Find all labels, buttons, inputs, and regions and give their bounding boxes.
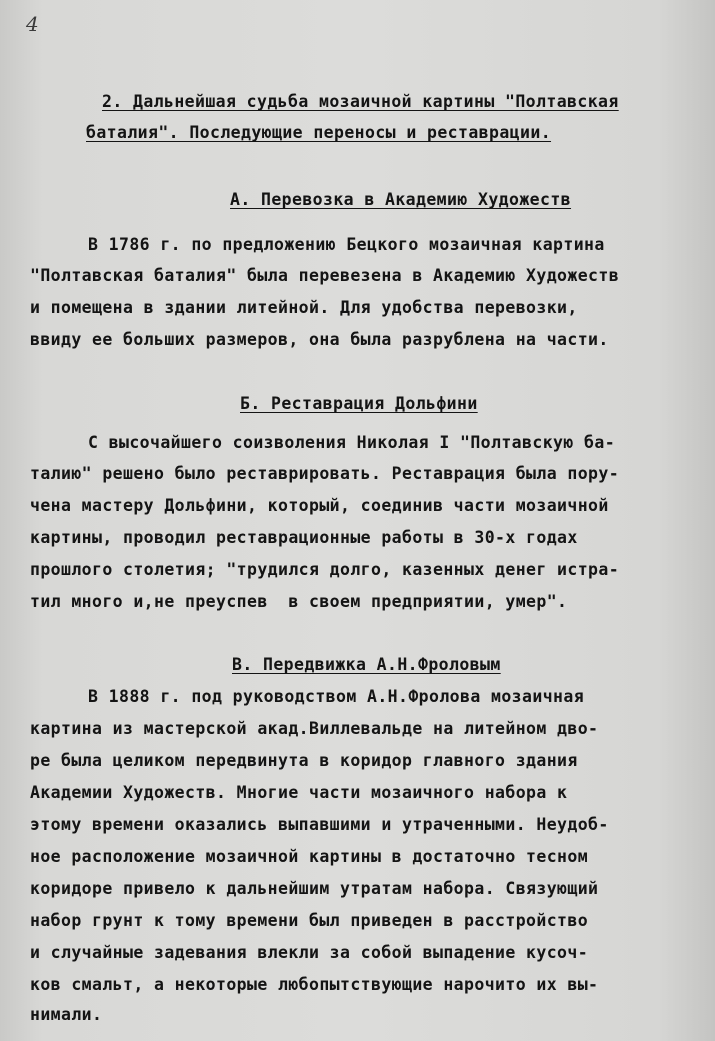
paragraph-line: картины, проводил реставрационные работы в 30-х годах [30, 528, 578, 547]
paragraph-line: прошлого столетия; "трудился долго, казенных денег истра- [30, 560, 620, 579]
paragraph-line: картина из мастерской акад.Виллевальде на литейном дво- [30, 719, 599, 738]
subsection-heading-v: В. Передвижка А.Н.Фроловым [232, 655, 501, 674]
section-title-line-2: баталия". Последующие переносы и реставрации. [86, 123, 552, 142]
paragraph-line: и помещена в здании литейной. Для удобства перевозки, [30, 298, 578, 317]
paragraph-line: нимали. [30, 1005, 103, 1024]
paragraph-line: набор грунт к тому времени был приведен в расстройство [30, 911, 589, 930]
paragraph-line: "Полтавская баталия" была перевезена в Академию Художеств [30, 266, 620, 285]
paragraph-line: коридоре привело к дальнейшим утратам набора. Связующий [30, 879, 599, 898]
paragraph-line: Академии Художеств. Многие части мозаичного набора к [30, 783, 568, 802]
section-title-line-1: 2. Дальнейшая судьба мозаичной картины "Полтавская [102, 92, 619, 111]
paragraph-line: ре была целиком передвинута в коридор главного здания [30, 751, 578, 770]
paragraph-line: талию" решено было реставрировать. Реставрация была пору- [30, 464, 620, 483]
paragraph-line: ввиду ее больших размеров, она была разрублена на части. [30, 330, 609, 349]
paragraph-line: ков смальт, а некоторые любопытствующие нарочито их вы- [30, 975, 599, 994]
paragraph-line: В 1888 г. под руководством А.Н.Фролова мозаичная [88, 687, 585, 706]
paragraph-line: В 1786 г. по предложению Бецкого мозаичная картина [88, 235, 605, 254]
paragraph-line: ное расположение мозаичной картины в достаточно тесном [30, 847, 589, 866]
paragraph-line: и случайные задевания влекли за собой выпадение кусоч- [30, 943, 589, 962]
paragraph-line: чена мастеру Дольфини, который, соединив части мозаичной [30, 496, 609, 515]
paragraph-line: тил много и,не преуспев в своем предприятии, умер". [30, 592, 568, 611]
subsection-heading-b: Б. Реставрация Дольфини [240, 394, 478, 413]
subsection-heading-a: А. Перевозка в Академию Художеств [230, 190, 572, 209]
page-number: 4 [26, 12, 39, 36]
paragraph-line: С высочайшего соизволения Николая I "Полтавскую ба- [88, 433, 616, 452]
paragraph-line: этому времени оказались выпавшими и утраченными. Неудоб- [30, 815, 609, 834]
